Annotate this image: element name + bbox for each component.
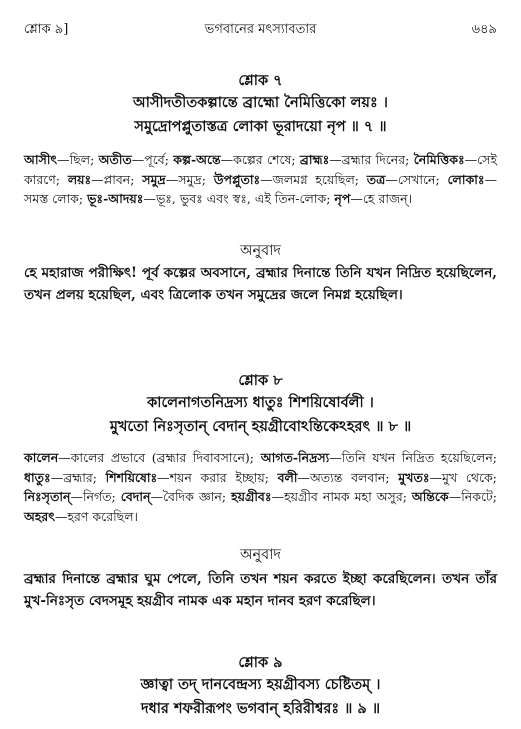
synonym-meaning: —ব্রহ্মার; [50, 469, 106, 485]
verse-7-translation-title: অনুবাদ [239, 243, 282, 259]
synonym-word: ব্রাহ্মঃ [299, 152, 330, 167]
verse-7-heading: শ্লোক ৭ [238, 72, 283, 89]
synonym-meaning: —প্লাবন; [91, 171, 143, 187]
synonym-meaning: —সেই কারণে; [24, 152, 497, 187]
synonym-word: লোকাঃ [447, 171, 485, 187]
header-page-number: ৬৪৯ [471, 22, 497, 37]
synonym-meaning: —হে রাজন্। [350, 191, 413, 206]
synonym-meaning: —কালের প্রভাবে (ব্রহ্মার দিবাবসানে); [58, 450, 261, 465]
synonym-meaning: —সমস্ত লোক; [24, 171, 498, 206]
synonym-word: নৈমিত্তিকঃ [413, 152, 465, 167]
synonym-meaning: —নিকটে; [448, 489, 498, 504]
synonym-word: আগত-নিদ্রস্য [260, 450, 330, 465]
header-chapter-title: ভগবানের মৎস্যাবতার [204, 22, 317, 37]
synonym-meaning: —সমুদ্র; [165, 171, 214, 187]
synonym-meaning: —হয়গ্রীব নামক মহা অসুর; [271, 489, 412, 504]
verse-8-synonyms [24, 448, 497, 526]
synonym-word: নিঃসৃতান্ [24, 489, 71, 504]
synonym-word: কল্প-অন্তে [173, 152, 221, 167]
synonym-word: অহরৎ [24, 508, 55, 524]
synonym-word: লয়ঃ [67, 171, 92, 187]
synonym-word: মুখতঃ [398, 469, 430, 485]
synonym-meaning: —ভূঃ, ভুবঃ এবং স্বঃ, এই তিন-লোক; [143, 191, 335, 206]
synonym-word: বেদান্ [120, 489, 151, 504]
synonym-meaning: —মুখ থেকে; [429, 469, 497, 485]
verse-8-translation: ব্রহ্মার দিনান্তে ব্রহ্মার ঘুম পেলে, তিনি তখন শয়ন করতে ইচ্ছা করেছিলেন। তখন তাঁর মুখ-নিঃসৃত বেদসমূহ হয়গ্রীব নামক এক মহান দানব হরণ করেছিল। [24, 571, 497, 609]
synonym-word: নৃপ [334, 191, 351, 206]
synonym-word: অতীত [98, 152, 132, 167]
synonym-meaning: —কল্পের শেষে; [220, 152, 300, 167]
synonym-word: আসীৎ [24, 152, 58, 167]
synonym-word: কালেন [24, 450, 59, 465]
verse-8-line-2: মুখতো নিঃসৃতান্ বেদান্ হয়গ্রীবোঽন্তিকেঽহরৎ ॥ ৮ ॥ [109, 418, 412, 435]
verse-7-translation: হে মহারাজ পরীক্ষিৎ! পূর্ব কল্পের অবসানে, ব্রহ্মার দিনান্তে তিনি যখন নিদ্রিত হয়েছিলেন, তখন প্রলয় হয়েছিল, এবং ত্রিলোক তখন সমুদ্রের জলে নিমগ্ন হয়েছিল। [24, 265, 497, 303]
verse-8-heading: শ্লোক ৮ [238, 372, 283, 389]
synonym-word: হয়গ্রীবঃ [231, 489, 272, 504]
synonym-meaning: —ব্রহ্মার দিনের; [329, 152, 414, 167]
synonym-word: অন্তিকে [411, 489, 449, 504]
synonym-meaning: —ছিল; [57, 152, 99, 167]
synonym-meaning: —তিনি যখন নিদ্রিত হয়েছিলেন; [329, 450, 497, 465]
verse-8-line-1: কালেনাগতনিদ্রস্য ধাতুঃ শিশয়িষোর্বলী । [147, 394, 374, 411]
verse-9-heading: শ্লোক ৯ [238, 654, 283, 671]
synonym-meaning: —হরণ করেছিল। [54, 508, 139, 524]
synonym-word: বলী [277, 469, 298, 485]
synonym-meaning: —শয়ন করার ইচ্ছায়; [157, 469, 278, 485]
verse-7-line-1: আসীদতীতকল্পান্তে ব্রাহ্মো নৈমিত্তিকো লয়ঃ । [133, 94, 388, 111]
synonym-word: তত্র [366, 171, 386, 187]
synonym-meaning: —সেখানে; [385, 171, 448, 187]
synonym-meaning: —জলমগ্ন হয়েছিল; [260, 171, 367, 187]
synonym-word: সমুদ্র [142, 171, 166, 187]
header-verse-ref: শ্লোক ৯] [24, 22, 69, 37]
verse-7-synonyms [24, 150, 497, 209]
verse-8-translation-title: অনুবাদ [239, 547, 282, 563]
verse-9-line-1: জ্ঞাত্বা তদ্ দানবেন্দ্রস্য হয়গ্রীবস্য চেষ্টিতম্ । [140, 676, 381, 693]
synonym-meaning: —বৈদিক জ্ঞান; [150, 489, 232, 504]
synonym-word: ধাতুঃ [24, 469, 51, 485]
verse-9-line-2: দধার শফরীরূপং ভগবান্ হরিরীশ্বরঃ ॥ ৯ ॥ [140, 700, 381, 717]
synonym-word: শিশয়িষোঃ [105, 469, 158, 485]
synonym-word: ভূঃ-আদয়ঃ [87, 191, 144, 206]
synonym-meaning: —পূর্বে; [131, 152, 174, 167]
synonym-meaning: —অত্যন্ত বলবান; [297, 469, 399, 485]
synonym-meaning: —নির্গত; [70, 489, 121, 504]
page-header [24, 20, 497, 42]
synonym-word: উপপ্লুতাঃ [213, 171, 261, 187]
verse-7-line-2: সমুদ্রোপপ্লুতাস্তত্র লোকা ভূরাদয়ো নৃপ ॥ ৭ ॥ [134, 118, 387, 135]
